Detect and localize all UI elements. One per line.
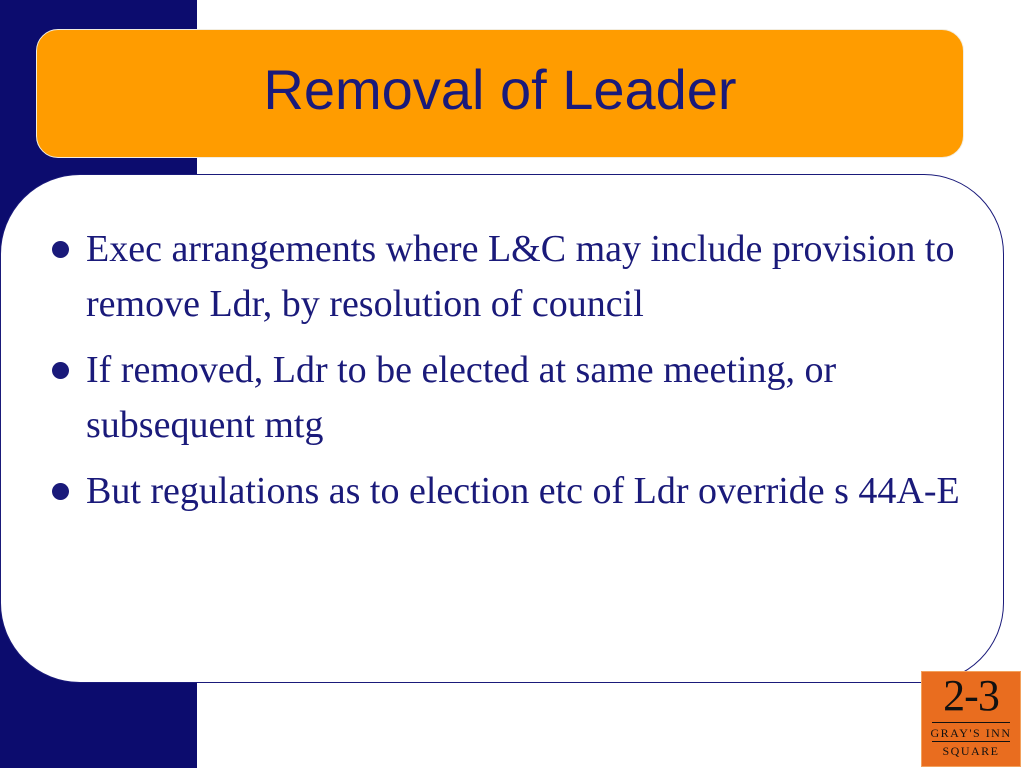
bullet-item xyxy=(48,222,978,332)
slide-title: Removal of Leader xyxy=(263,58,737,121)
bullet-item xyxy=(48,464,978,519)
bullet-text: Exec arrangements where L&C may include provision to remove Ldr, by resolution of council xyxy=(86,228,955,325)
title-banner xyxy=(36,29,964,158)
logo-rule xyxy=(932,722,1010,723)
bullet-item xyxy=(48,343,978,453)
bullet-dot-icon xyxy=(52,483,69,500)
bullet-dot-icon xyxy=(52,241,69,258)
logo-number: 2-3 xyxy=(943,671,999,720)
logo-rule xyxy=(932,741,1010,742)
bullet-dot-icon xyxy=(52,362,69,379)
grays-inn-square-logo xyxy=(921,671,1021,767)
bullet-list xyxy=(48,222,978,530)
bullet-text: But regulations as to election etc of Ldr override s 44A-E xyxy=(86,470,960,512)
bullet-text: If removed, Ldr to be elected at same meeting, or subsequent mtg xyxy=(86,349,837,446)
logo-line-1: GRAY'S INN xyxy=(930,726,1012,740)
logo-line-2: SQUARE xyxy=(942,744,1000,758)
